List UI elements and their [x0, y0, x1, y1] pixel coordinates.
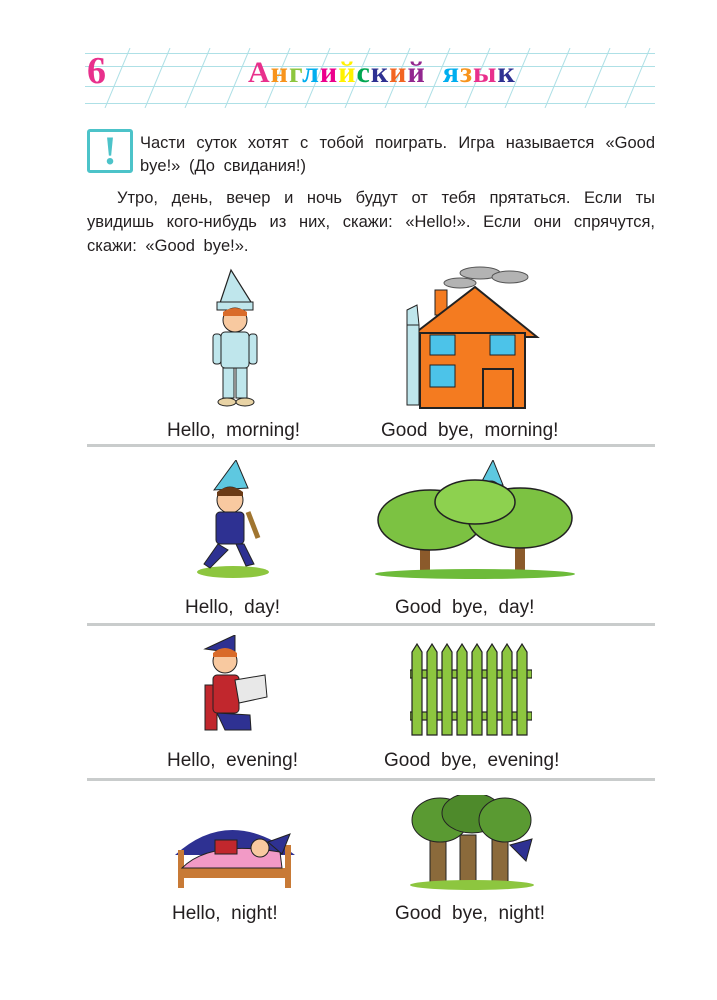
- caption-good-bye: Good bye, day!: [395, 597, 535, 618]
- guide-line: [85, 103, 655, 104]
- title-letter: и: [319, 56, 339, 89]
- page-header: [85, 48, 655, 108]
- row-divider: [87, 444, 655, 447]
- title-letter: ы: [473, 56, 498, 89]
- title-letter: й: [407, 56, 426, 89]
- caption-hello: Hello, evening!: [167, 750, 298, 771]
- attention-icon: !: [87, 129, 133, 173]
- caption-good-bye: Good bye, night!: [395, 903, 545, 924]
- caption-good-bye: Good bye, morning!: [381, 420, 559, 441]
- evening-boy-reading-picture: [195, 635, 270, 740]
- title-letter: г: [288, 56, 303, 89]
- title-letter: н: [270, 56, 289, 89]
- title-letter: к: [370, 56, 390, 89]
- day-boy-picture: [196, 460, 271, 580]
- title-letter: к: [497, 56, 516, 89]
- night-boy-sleeping-picture: [170, 810, 300, 890]
- title-letter: й: [338, 56, 357, 89]
- caption-hello: Hello, morning!: [167, 420, 301, 441]
- caption-hello: Hello, day!: [185, 597, 281, 618]
- trees-picture: [410, 795, 535, 890]
- guide-line: [85, 53, 655, 54]
- title-letter: с: [356, 56, 371, 89]
- instruction-text: Утро, день, вечер и ночь будут от тебя прятаться. Если ты увидишь кого-нибудь из них, скажи: «Hello!». Если они спрячутся, скажи: «Good bye!».: [87, 189, 655, 255]
- title-letter: и: [389, 56, 408, 89]
- title-letter: [426, 56, 443, 89]
- row-divider: [87, 623, 655, 626]
- row-divider: [87, 778, 655, 781]
- morning-boy-picture: [205, 268, 267, 408]
- title-letter: А: [248, 56, 271, 89]
- house-picture: [405, 265, 540, 410]
- title-letter: я: [442, 56, 460, 89]
- title-letter: л: [302, 56, 320, 89]
- intro-text: Части суток хотят с тобой поиграть. Игра называется «Good bye!» (До свидания!): [140, 134, 655, 175]
- bushes-picture: [375, 460, 575, 580]
- caption-hello: Hello, night!: [172, 903, 278, 924]
- title-letter: з: [459, 56, 474, 89]
- caption-good-bye: Good bye, evening!: [384, 750, 560, 771]
- fence-picture: [410, 640, 532, 740]
- page-number: 6: [87, 50, 106, 92]
- page-title: [248, 58, 516, 88]
